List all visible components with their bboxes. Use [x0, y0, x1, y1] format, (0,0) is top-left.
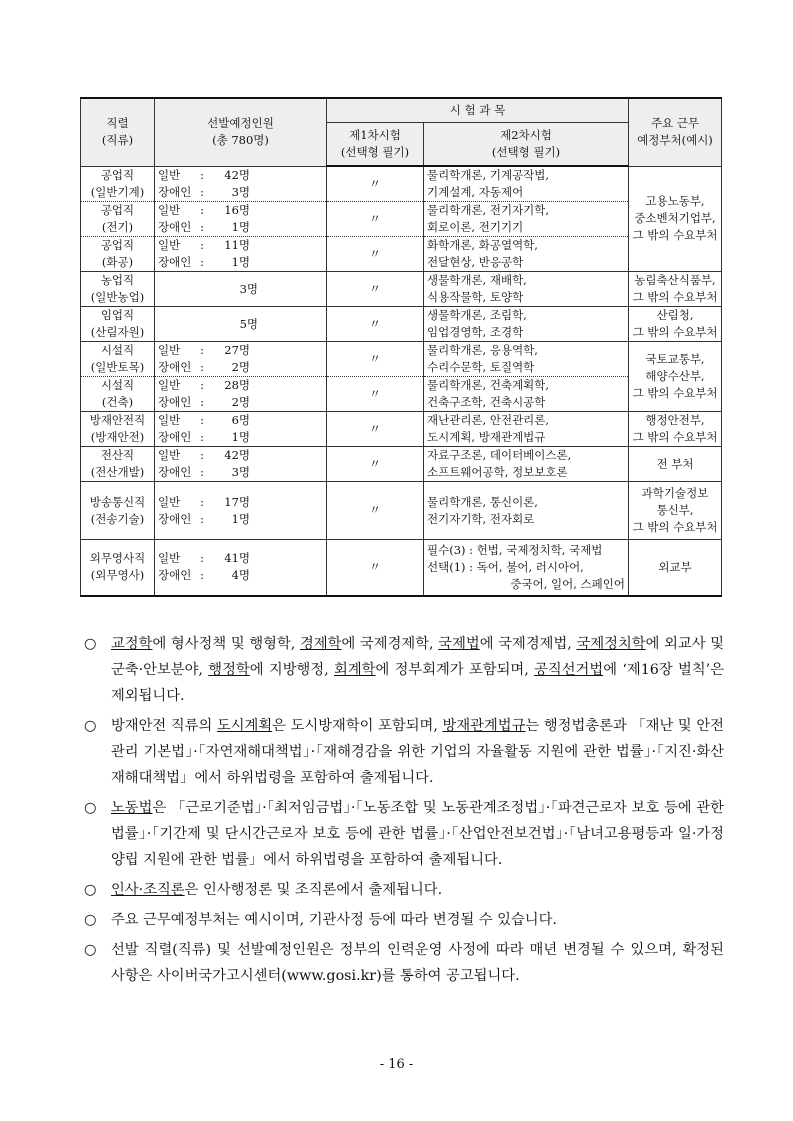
page-number: - 16 -: [379, 1057, 414, 1072]
exam2-subjects: 화학개론, 화공열역학, 전달현상, 반응공학: [424, 237, 629, 272]
exam1-ditto: 〃: [327, 377, 424, 412]
bullet-icon: ○: [84, 636, 97, 652]
note-6: [84, 937, 724, 989]
table-row: [81, 237, 722, 272]
exam2-subjects: 물리학개론, 응용역학, 수리수문학, 토질역학: [424, 342, 629, 377]
dept-cell: 과학기술정보 통신부, 그 밖의 수요부처: [629, 482, 722, 540]
header-exam1: 제1차시험 (선택형 필기): [327, 122, 424, 166]
quota-cell: 일반 : 17명 장애인 : 1명: [155, 482, 327, 540]
dept-cell: 고용노동부, 중소벤처기업부, 그 밖의 수요부처: [629, 166, 722, 272]
exam2-subjects: 물리학개론, 기계공작법, 기계설계, 자동제어: [424, 166, 629, 202]
exam1-ditto: 〃: [327, 540, 424, 596]
bullet-icon: ○: [84, 912, 97, 928]
exam1-ditto: 〃: [327, 237, 424, 272]
table-row: [81, 166, 722, 202]
job-cell: 외무영사직 (외무영사): [81, 540, 155, 596]
exam2-subjects: 자료구조론, 데이터베이스론, 소프트웨어공학, 정보보호론: [424, 447, 629, 482]
exam2-subjects: 물리학개론, 전기자기학, 회로이론, 전기기기: [424, 202, 629, 237]
header-dept: 주요 근무 예정부처(예시): [629, 98, 722, 166]
dept-cell: 산림청, 그 밖의 수요부처: [629, 307, 722, 342]
notes-section: [84, 631, 724, 993]
note-text: 인사·조직론은 인사행정론 및 조직론에서 출제됩니다.: [111, 882, 443, 898]
exam1-ditto: 〃: [327, 342, 424, 377]
note-4: [84, 877, 724, 903]
note-text: 주요 근무예정부처는 예시이며, 기관사정 등에 따라 변경될 수 있습니다.: [111, 912, 557, 928]
job-cell: 공업직 (화공): [81, 237, 155, 272]
exam2-subjects: 필수(3) : 헌법, 국제정치학, 국제법 선택(1) : 독어, 불어, 러시아어, 중국어, 일어, 스페인어: [424, 540, 629, 596]
quota-cell: 5명: [155, 307, 327, 342]
bullet-icon: ○: [84, 718, 97, 734]
exam2-subjects: 물리학개론, 통신이론, 전기자기학, 전자회로: [424, 482, 629, 540]
dept-cell: 농림축산식품부, 그 밖의 수요부처: [629, 272, 722, 307]
job-cell: 공업직 (일반기계): [81, 166, 155, 202]
note-5: [84, 907, 724, 933]
table-row: [81, 540, 722, 596]
note-1: [84, 631, 724, 709]
exam2-subjects: 재난관리론, 안전관리론, 도시계획, 방재관계법규: [424, 412, 629, 447]
quota-cell: 일반 : 11명 장애인 : 1명: [155, 237, 327, 272]
note-text: 선발 직렬(직류) 및 선발예정인원은 정부의 인력운영 사정에 따라 매년 변경될 수 있으며, 확정된 사항은 사이버국가고시센터(www.gosi.kr)를 통하여 공고됩니다.: [111, 942, 724, 984]
header-exam2: 제2차시험 (선택형 필기): [424, 122, 629, 166]
job-cell: 농업직 (일반농업): [81, 272, 155, 307]
job-cell: 임업직 (산림자원): [81, 307, 155, 342]
table-row: [81, 482, 722, 540]
header-quota: 선발예정인원 (총 780명): [155, 98, 327, 166]
note-text: 교정학에 형사정책 및 행형학, 경제학에 국제경제학, 국제법에 국제경제법, 국제정치학에 외교사 및 군축·안보분야, 행정학에 지방행정, 회계학에 정부회계가 포함되며, 공직선거법에 ‘제16장 벌칙’은 제외됩니다.: [111, 636, 725, 704]
quota-cell: 일반 : 6명 장애인 : 1명: [155, 412, 327, 447]
exam1-ditto: 〃: [327, 272, 424, 307]
quota-cell: 일반 : 28명 장애인 : 2명: [155, 377, 327, 412]
quota-cell: 3명: [155, 272, 327, 307]
note-text: 노동법은 「근로기준법」·「최저임금법」·「노동조합 및 노동관계조정법」·「파견근로자 보호 등에 관한 법률」·「기간제 및 단시간근로자 보호 등에 관한 법률」·「산업안전보건법」·「남녀고용평등과 일·가정 양립 지원에 관한 법률」에서 하위법령을 포함하여 출제됩니다.: [111, 800, 724, 868]
quota-cell: 일반 : 41명 장애인 : 4명: [155, 540, 327, 596]
header-exam-subjects: 시 험 과 목: [327, 98, 629, 122]
bullet-icon: ○: [84, 882, 97, 898]
bullet-icon: ○: [84, 800, 97, 816]
table-row: [81, 307, 722, 342]
exam2-subjects: 생물학개론, 조림학, 임업경영학, 조경학: [424, 307, 629, 342]
note-text: 방재안전 직류의 도시계획은 도시방재학이 포함되며, 방재관계법규는 행정법총론과 「재난 및 안전관리 기본법」·「자연재해대책법」·「재해경감을 위한 기업의 자율활동 지원에 관한 법률」·「지진·화산재해대책법」에서 하위법령을 포함하여 출제됩니다.: [111, 718, 724, 786]
job-cell: 공업직 (전기): [81, 202, 155, 237]
dept-cell: 행정안전부, 그 밖의 수요부처: [629, 412, 722, 447]
job-cell: 방송통신직 (전송기술): [81, 482, 155, 540]
job-cell: 방재안전직 (방재안전): [81, 412, 155, 447]
exam1-ditto: 〃: [327, 482, 424, 540]
table-row: [81, 412, 722, 447]
dept-cell: 전 부처: [629, 447, 722, 482]
job-cell: 시설직 (건축): [81, 377, 155, 412]
exam2-subjects: 물리학개론, 건축계획학, 건축구조학, 건축시공학: [424, 377, 629, 412]
exam-subjects-table: [80, 97, 722, 597]
table-row: [81, 447, 722, 482]
table-row: [81, 377, 722, 412]
quota-cell: 일반 : 42명 장애인 : 3명: [155, 166, 327, 202]
dept-cell: 외교부: [629, 540, 722, 596]
exam1-ditto: 〃: [327, 307, 424, 342]
job-cell: 전산직 (전산개발): [81, 447, 155, 482]
quota-cell: 일반 : 27명 장애인 : 2명: [155, 342, 327, 377]
exam1-ditto: 〃: [327, 447, 424, 482]
job-cell: 시설직 (일반토목): [81, 342, 155, 377]
header-job: 직렬 (직류): [81, 98, 155, 166]
exam1-ditto: 〃: [327, 412, 424, 447]
bullet-icon: ○: [84, 942, 97, 958]
exam2-subjects: 생물학개론, 재배학, 식용작물학, 토양학: [424, 272, 629, 307]
note-3: [84, 795, 724, 873]
table-row: [81, 342, 722, 377]
note-2: [84, 713, 724, 791]
exam1-ditto: 〃: [327, 202, 424, 237]
dept-cell: 국토교통부, 해양수산부, 그 밖의 수요부처: [629, 342, 722, 412]
quota-cell: 일반 : 16명 장애인 : 1명: [155, 202, 327, 237]
exam1-ditto: 〃: [327, 166, 424, 202]
quota-cell: 일반 : 42명 장애인 : 3명: [155, 447, 327, 482]
table-row: [81, 272, 722, 307]
table-row: [81, 202, 722, 237]
